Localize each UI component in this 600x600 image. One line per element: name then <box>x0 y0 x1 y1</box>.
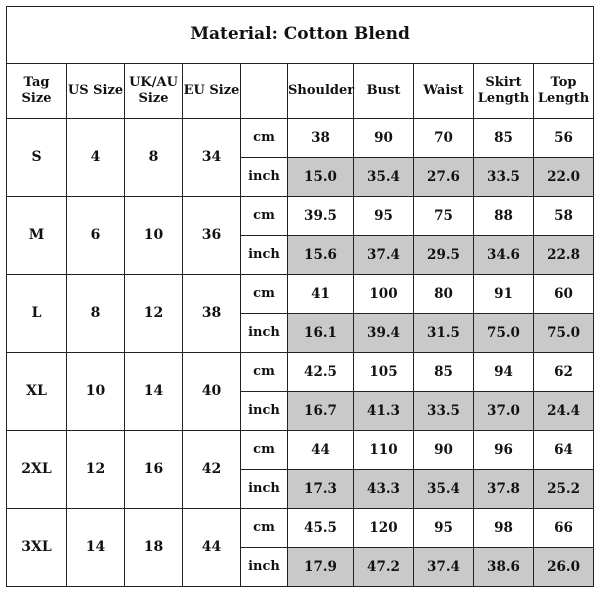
bust-cm-cell: 90 <box>354 119 414 158</box>
bust-inch-cell: 35.4 <box>354 158 414 197</box>
shoulder-inch-cell: 16.7 <box>288 392 354 431</box>
waist-cm-cell: 95 <box>414 509 474 548</box>
ukau-size-cell: 8 <box>125 119 183 197</box>
top-length-cm-cell: 66 <box>534 509 594 548</box>
table-row <box>7 119 594 158</box>
waist-cm-cell: 85 <box>414 353 474 392</box>
waist-cm-cell: 80 <box>414 275 474 314</box>
waist-inch-cell: 33.5 <box>414 392 474 431</box>
top-length-cm-cell: 60 <box>534 275 594 314</box>
header-eu-size: EU Size <box>183 64 241 119</box>
waist-cm-cell: 70 <box>414 119 474 158</box>
header-skirt-line2: Length <box>477 91 530 106</box>
header-ukau-line2: Size <box>138 91 169 106</box>
shoulder-inch-cell: 15.6 <box>288 236 354 275</box>
waist-inch-cell: 37.4 <box>414 548 474 587</box>
shoulder-inch-cell: 16.1 <box>288 314 354 353</box>
unit-inch-cell: inch <box>241 314 288 353</box>
us-size-cell: 6 <box>67 197 125 275</box>
ukau-size-cell: 16 <box>125 431 183 509</box>
table-row <box>7 275 594 314</box>
unit-inch-cell: inch <box>241 548 288 587</box>
bust-cm-cell: 95 <box>354 197 414 236</box>
skirt-length-cm-cell: 98 <box>474 509 534 548</box>
unit-cm-cell: cm <box>241 275 288 314</box>
bust-inch-cell: 41.3 <box>354 392 414 431</box>
unit-cm-cell: cm <box>241 509 288 548</box>
top-length-cm-cell: 62 <box>534 353 594 392</box>
shoulder-cm-cell: 42.5 <box>288 353 354 392</box>
skirt-length-inch-cell: 34.6 <box>474 236 534 275</box>
bust-cm-cell: 110 <box>354 431 414 470</box>
header-us-size: US Size <box>67 64 125 119</box>
ukau-size-cell: 12 <box>125 275 183 353</box>
unit-cm-cell: cm <box>241 197 288 236</box>
us-size-cell: 14 <box>67 509 125 587</box>
header-skirt-line1: Skirt <box>485 74 522 90</box>
us-size-cell: 8 <box>67 275 125 353</box>
eu-size-cell: 40 <box>183 353 241 431</box>
material-title: Material: Cotton Blend <box>7 7 594 64</box>
top-length-inch-cell: 25.2 <box>534 470 594 509</box>
bust-inch-cell: 43.3 <box>354 470 414 509</box>
top-length-inch-cell: 24.4 <box>534 392 594 431</box>
size-rows <box>7 119 594 587</box>
ukau-size-cell: 10 <box>125 197 183 275</box>
header-row <box>7 64 594 119</box>
tag-size-cell: XL <box>7 353 67 431</box>
bust-inch-cell: 47.2 <box>354 548 414 587</box>
top-length-cm-cell: 56 <box>534 119 594 158</box>
top-length-inch-cell: 22.8 <box>534 236 594 275</box>
waist-inch-cell: 35.4 <box>414 470 474 509</box>
skirt-length-inch-cell: 37.8 <box>474 470 534 509</box>
tag-size-cell: M <box>7 197 67 275</box>
unit-cm-cell: cm <box>241 431 288 470</box>
shoulder-cm-cell: 39.5 <box>288 197 354 236</box>
header-ukau-line1: UK/AU <box>129 74 178 90</box>
top-length-inch-cell: 22.0 <box>534 158 594 197</box>
size-chart-table <box>6 6 594 587</box>
header-bust: Bust <box>354 64 414 119</box>
eu-size-cell: 34 <box>183 119 241 197</box>
tag-size-cell: 3XL <box>7 509 67 587</box>
unit-inch-cell: inch <box>241 158 288 197</box>
shoulder-inch-cell: 17.9 <box>288 548 354 587</box>
waist-inch-cell: 31.5 <box>414 314 474 353</box>
table-row <box>7 431 594 470</box>
us-size-cell: 12 <box>67 431 125 509</box>
bust-inch-cell: 37.4 <box>354 236 414 275</box>
unit-cm-cell: cm <box>241 119 288 158</box>
eu-size-cell: 42 <box>183 431 241 509</box>
top-length-inch-cell: 26.0 <box>534 548 594 587</box>
shoulder-inch-cell: 15.0 <box>288 158 354 197</box>
bust-inch-cell: 39.4 <box>354 314 414 353</box>
us-size-cell: 4 <box>67 119 125 197</box>
unit-cm-cell: cm <box>241 353 288 392</box>
header-top-length <box>534 64 594 119</box>
top-length-cm-cell: 58 <box>534 197 594 236</box>
tag-size-cell: 2XL <box>7 431 67 509</box>
tag-size-cell: S <box>7 119 67 197</box>
ukau-size-cell: 18 <box>125 509 183 587</box>
skirt-length-cm-cell: 94 <box>474 353 534 392</box>
shoulder-cm-cell: 41 <box>288 275 354 314</box>
header-waist: Waist <box>414 64 474 119</box>
unit-inch-cell: inch <box>241 236 288 275</box>
eu-size-cell: 36 <box>183 197 241 275</box>
tag-size-cell: L <box>7 275 67 353</box>
eu-size-cell: 44 <box>183 509 241 587</box>
header-top-line2: Length <box>537 91 590 106</box>
skirt-length-cm-cell: 96 <box>474 431 534 470</box>
header-tag-size: Tag Size <box>7 64 67 119</box>
waist-inch-cell: 27.6 <box>414 158 474 197</box>
skirt-length-cm-cell: 85 <box>474 119 534 158</box>
waist-cm-cell: 90 <box>414 431 474 470</box>
bust-cm-cell: 100 <box>354 275 414 314</box>
shoulder-inch-cell: 17.3 <box>288 470 354 509</box>
table-row <box>7 353 594 392</box>
table-row <box>7 197 594 236</box>
skirt-length-inch-cell: 38.6 <box>474 548 534 587</box>
skirt-length-cm-cell: 91 <box>474 275 534 314</box>
table-row <box>7 509 594 548</box>
unit-inch-cell: inch <box>241 470 288 509</box>
us-size-cell: 10 <box>67 353 125 431</box>
header-skirt-length <box>474 64 534 119</box>
skirt-length-inch-cell: 75.0 <box>474 314 534 353</box>
skirt-length-cm-cell: 88 <box>474 197 534 236</box>
eu-size-cell: 38 <box>183 275 241 353</box>
skirt-length-inch-cell: 33.5 <box>474 158 534 197</box>
bust-cm-cell: 120 <box>354 509 414 548</box>
top-length-inch-cell: 75.0 <box>534 314 594 353</box>
shoulder-cm-cell: 44 <box>288 431 354 470</box>
waist-cm-cell: 75 <box>414 197 474 236</box>
shoulder-cm-cell: 38 <box>288 119 354 158</box>
header-unit <box>241 64 288 119</box>
header-ukau-size <box>125 64 183 119</box>
header-top-line1: Top <box>550 74 577 90</box>
shoulder-cm-cell: 45.5 <box>288 509 354 548</box>
unit-inch-cell: inch <box>241 392 288 431</box>
ukau-size-cell: 14 <box>125 353 183 431</box>
skirt-length-inch-cell: 37.0 <box>474 392 534 431</box>
top-length-cm-cell: 64 <box>534 431 594 470</box>
header-shoulder: Shoulder <box>288 64 354 119</box>
bust-cm-cell: 105 <box>354 353 414 392</box>
waist-inch-cell: 29.5 <box>414 236 474 275</box>
